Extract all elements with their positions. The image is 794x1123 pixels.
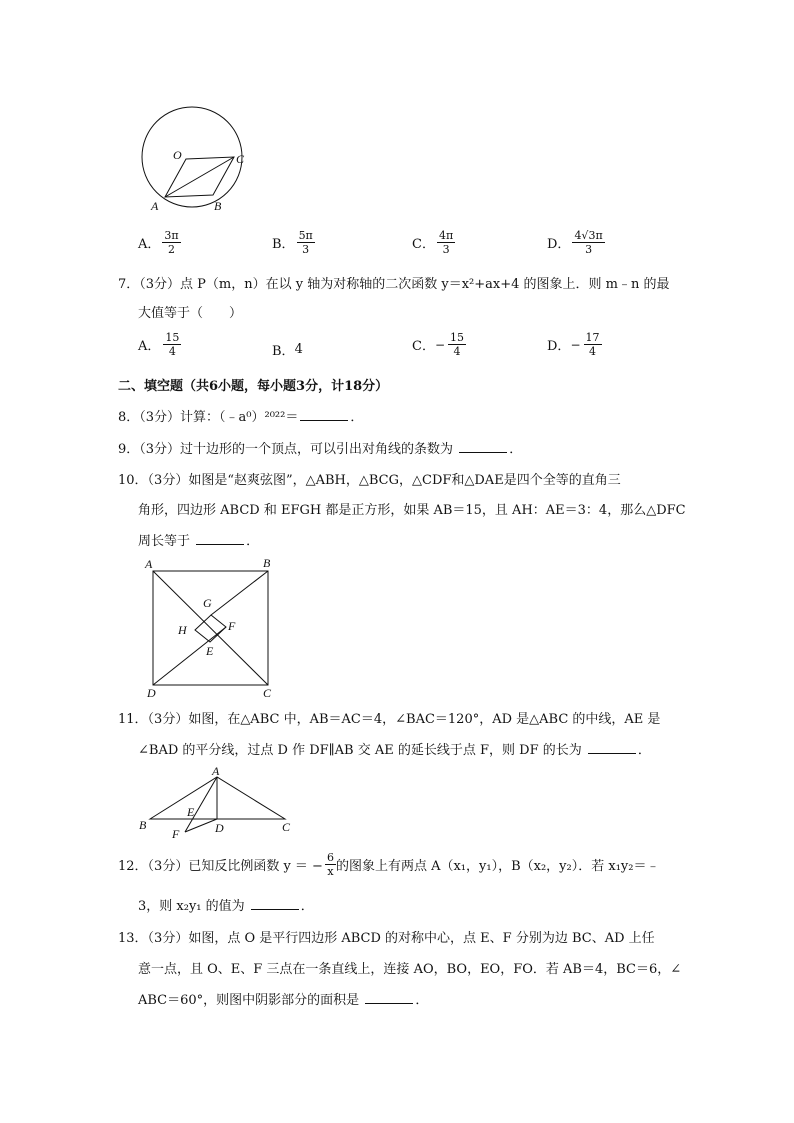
q12-answer-blank [251, 897, 299, 910]
q7-option-c: C． − $\frac{15}{4}$ [412, 331, 465, 358]
q7-option-d-fraction: $\frac{17}{4}$ [585, 331, 600, 358]
q10-label-d: D [147, 686, 156, 700]
q10-line-a [153, 571, 268, 685]
q10-line-d [153, 627, 226, 685]
q6-option-d-fraction: $\frac{4√3\pi}{3}$ [574, 229, 603, 256]
q12-fraction: $\frac{6}{x}$ [326, 851, 334, 878]
q13-line1: 13．（3分）如图，点 O 是平行四边形 ABCD 的对称中心，点 E、F 分别为边 BC、AD 上任 [118, 931, 655, 946]
q10-label-f: F [228, 619, 236, 633]
q7-option-d: D． − $\frac{17}{4}$ [547, 331, 600, 358]
q6-option-a-letter: A． [138, 237, 161, 252]
q6-option-a [138, 230, 181, 255]
q9-line: 9．（3分）过十边形的一个顶点，可以引出对角线的条数为 ． [118, 442, 523, 457]
q6-option-c [412, 230, 455, 255]
q7-line2: 大值等于（ ） [138, 306, 243, 321]
q11-label-f: F [172, 827, 180, 841]
q10-zhaoshuang-figure [138, 555, 288, 700]
q13-line3: ABC＝60°，则图中阴影部分的面积是 ． [138, 993, 429, 1008]
q6-label-b: B [214, 199, 222, 213]
q11-label-a: A [212, 764, 220, 778]
q11-triangle-figure [135, 762, 300, 842]
q11-segment-df [185, 819, 217, 832]
q9-answer-blank [459, 440, 507, 453]
q10-label-b: B [263, 556, 271, 570]
q11-answer-blank [588, 741, 636, 754]
q13-answer-blank [365, 991, 413, 1004]
q11-label-d: D [215, 821, 224, 835]
q11-label-e: E [187, 805, 195, 819]
q6-label-o: O [173, 148, 182, 162]
q10-label-a: A [145, 557, 153, 571]
q7-option-a-fraction: $\frac{15}{4}$ [165, 331, 180, 358]
q7-option-a: A． $\frac{15}{4}$ [138, 331, 180, 358]
q8-line: 8．（3分）计算：（﹣a⁰）²⁰²²＝ ． [118, 410, 364, 425]
q13-line2: 意一点，且 O、E、F 三点在一条直线上，连接 AO，BO，EO，FO．若 AB＝4，BC＝6，∠ [138, 962, 682, 977]
q6-option-b-fraction: $\frac{5\pi}{3}$ [298, 229, 313, 256]
q10-label-g: G [203, 596, 212, 610]
q6-option-d [547, 230, 605, 255]
q11-label-c: C [282, 820, 291, 834]
q10-line-b [211, 571, 268, 615]
q7-line1: 7．（3分）点 P（m，n）在以 y 轴为对称轴的二次函数 y＝x²+ax+4 的图象上．则 m﹣n 的最 [118, 277, 670, 292]
q6-diagonal [165, 157, 234, 197]
q6-circle-figure [130, 100, 260, 215]
q6-option-c-fraction: $\frac{4\pi}{3}$ [438, 229, 454, 256]
q6-option-b [272, 230, 315, 255]
q11-line1: 11．（3分）如图，在△ABC 中，AB＝AC＝4，∠BAC＝120°，AD 是△ABC 的中线，AE 是 [118, 712, 661, 727]
q11-label-b: B [139, 818, 147, 832]
q7-option-c-fraction: $\frac{15}{4}$ [450, 331, 465, 358]
section-2-heading: 二、填空题（共6小题，每小题3分，计18分） [118, 379, 389, 394]
q12-line2: 3，则 x₂y₁ 的值为 ． [138, 899, 314, 914]
q10-line1: 10．（3分）如图是“赵爽弦图”，△ABH，△BCG，△CDF和△DAE是四个全等的直角三 [118, 473, 621, 488]
q10-label-e: E [206, 644, 214, 658]
q10-label-h: H [178, 623, 187, 637]
q10-line2: 角形，四边形 ABCD 和 EFGH 都是正方形，如果 AB＝15，且 AH：AE＝3：4，那么△DFC [138, 503, 686, 518]
q10-answer-blank [196, 532, 244, 545]
q6-option-a-fraction: $\frac{3\pi}{2}$ [164, 229, 179, 256]
q11-line2: ∠BAD 的平分线，过点 D 作 DF∥AB 交 AE 的延长线于点 F，则 DF 的长为 ． [138, 743, 651, 758]
q6-option-b-letter: B． [272, 237, 295, 252]
q8-answer-blank [300, 408, 348, 421]
q6-option-d-letter: D． [547, 237, 571, 252]
q12-line1: 12．（3分）已知反比例函数 y ＝ − $\frac{6}{x}$ 的图象上有两点 A（x₁，y₁），B（x₂，y₂）．若 x₁y₂＝﹣ [118, 851, 660, 878]
q6-label-a: A [151, 199, 159, 213]
q7-option-b: B． 4 [272, 342, 303, 359]
q6-label-c: C [236, 152, 245, 166]
q6-option-c-letter: C． [412, 237, 435, 252]
q10-label-c: C [263, 686, 272, 700]
q10-line3: 周长等于 ． [138, 534, 260, 549]
